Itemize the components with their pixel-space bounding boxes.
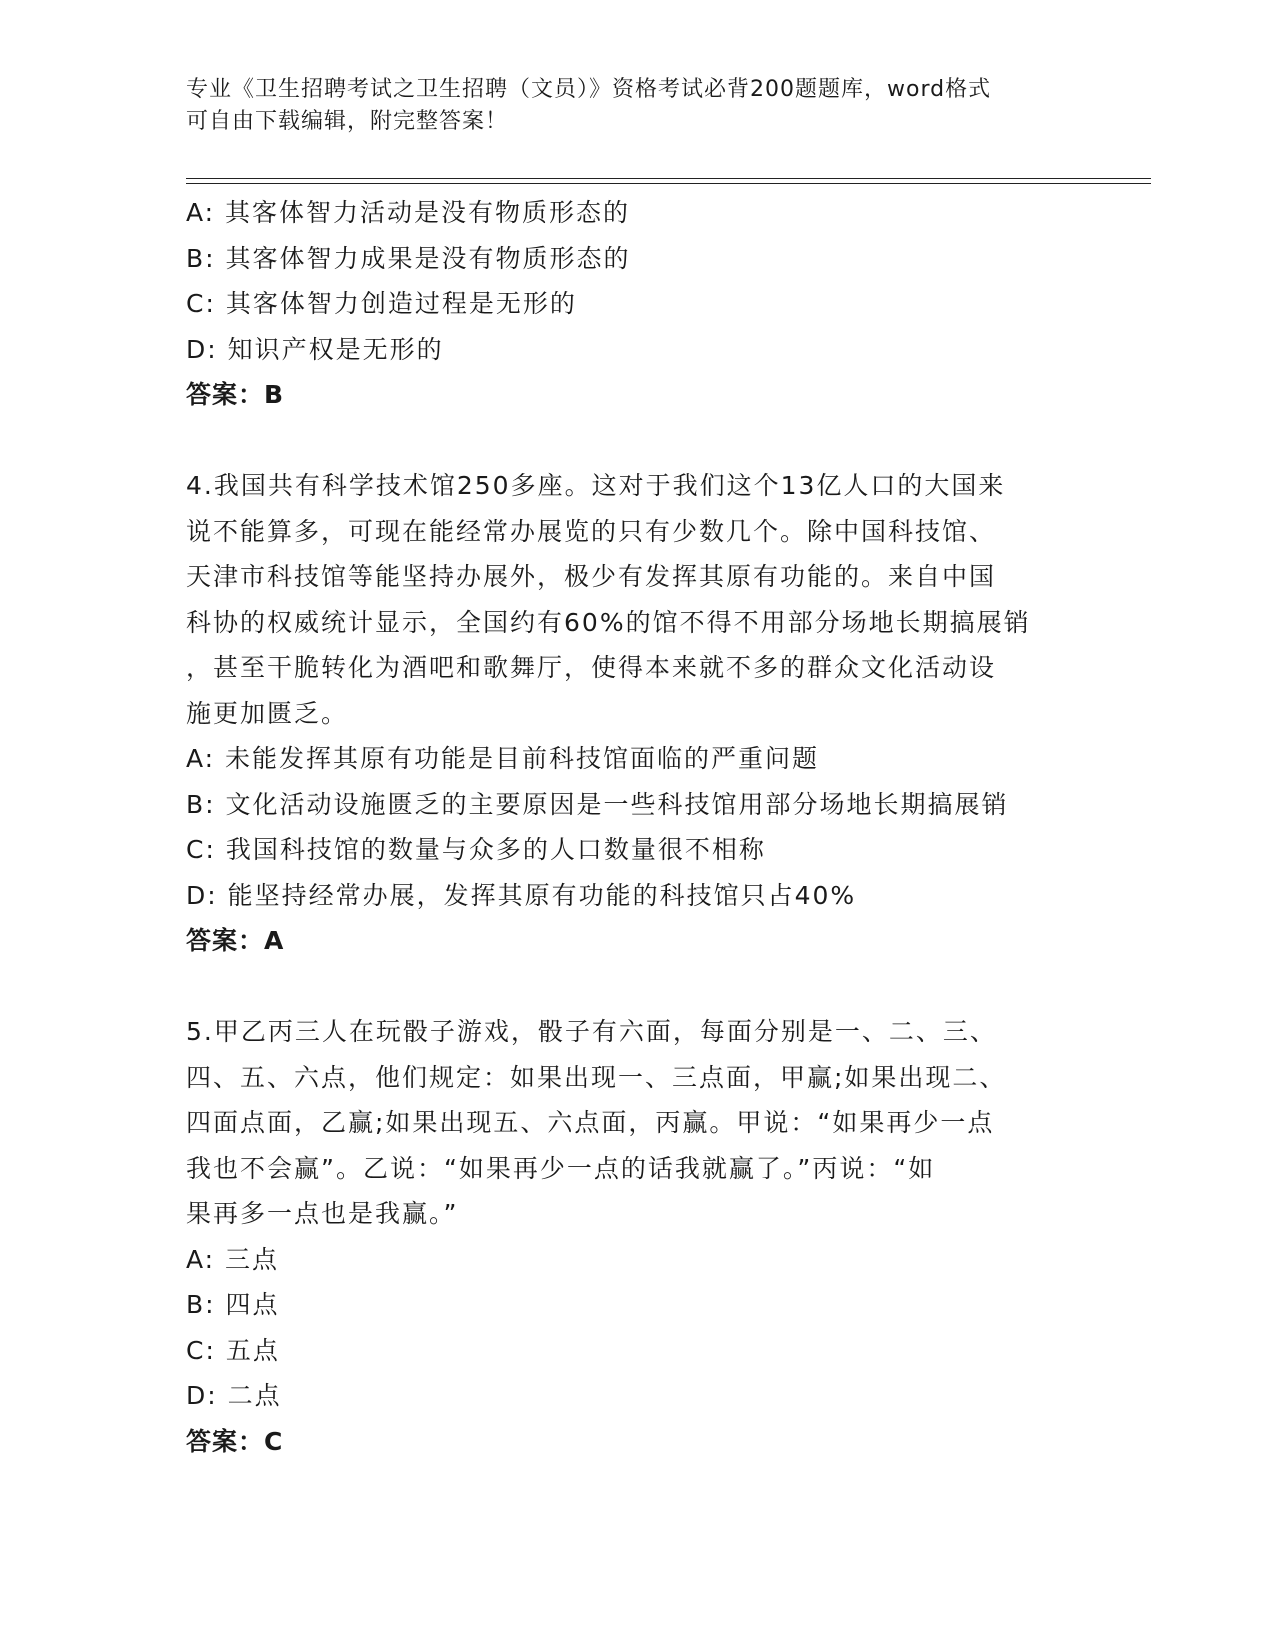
option-c: C: 其客体智力创造过程是无形的 [186, 289, 577, 318]
option-b: B: 四点 [186, 1290, 280, 1319]
question-stem-line: ，甚至干脆转化为酒吧和歌舞厅，使得本来就不多的群众文化活动设 [186, 653, 997, 682]
option-b: B: 其客体智力成果是没有物质形态的 [186, 243, 631, 273]
option-b: B: 文化活动设施匮乏的主要原因是一些科技馆用部分场地长期搞展销 [186, 789, 1009, 819]
answer-line: 答案：C [186, 1426, 284, 1456]
option-a: A: 未能发挥其原有功能是目前科技馆面临的严重问题 [186, 744, 820, 773]
question-3 [186, 190, 1086, 418]
header-divider-top [186, 178, 1151, 179]
option-a: A: 其客体智力活动是没有物质形态的 [186, 198, 631, 227]
answer-line: 答案：B [186, 380, 285, 409]
question-stem-line: 科协的权威统计显示，全国约有60%的馆不得不用部分场地长期搞展销 [186, 607, 1031, 637]
question-5 [186, 1009, 1086, 1464]
question-spacer [186, 964, 1086, 1010]
question-stem-line: 四面点面，乙赢;如果出现五、六点面，丙赢。甲说：“如果再少一点 [186, 1108, 995, 1137]
question-stem-line: 我也不会赢”。乙说：“如果再少一点的话我就赢了。”丙说：“如 [186, 1153, 936, 1183]
question-stem-line: 4.我国共有科学技术馆250多座。这对于我们这个13亿人口的大国来 [186, 471, 1006, 500]
option-c: C: 五点 [186, 1335, 280, 1365]
question-stem-line: 5.甲乙丙三人在玩骰子游戏，骰子有六面，每面分别是一、二、三、 [186, 1017, 997, 1046]
option-c: C: 我国科技馆的数量与众多的人口数量很不相称 [186, 835, 766, 864]
option-d: D: 能坚持经常办展，发挥其原有功能的科技馆只占40% [186, 880, 857, 910]
answer-line: 答案：A [186, 926, 285, 955]
header-divider-bottom [186, 183, 1151, 184]
question-stem-line: 说不能算多，可现在能经常办展览的只有少数几个。除中国科技馆、 [186, 516, 997, 546]
question-stem-line: 施更加匮乏。 [186, 698, 349, 728]
question-4 [186, 463, 1086, 964]
document-header [186, 74, 1086, 138]
option-d: D: 二点 [186, 1381, 282, 1410]
header-title-line-2: 可自由下载编辑，附完整答案！ [186, 109, 509, 134]
question-spacer [186, 418, 1086, 464]
question-stem-line: 四、五、六点，他们规定：如果出现一、三点面，甲赢;如果出现二、 [186, 1062, 1007, 1092]
option-a: A: 三点 [186, 1244, 280, 1274]
header-title-line-1: 专业《卫生招聘考试之卫生招聘（文员）》资格考试必背200题题库，word格式 [186, 77, 992, 102]
option-d: D: 知识产权是无形的 [186, 334, 444, 364]
question-stem-line: 天津市科技馆等能坚持办展外，极少有发挥其原有功能的。来自中国 [186, 562, 997, 591]
question-stem-line: 果再多一点也是我赢。” [186, 1199, 459, 1228]
question-content [186, 190, 1086, 1464]
